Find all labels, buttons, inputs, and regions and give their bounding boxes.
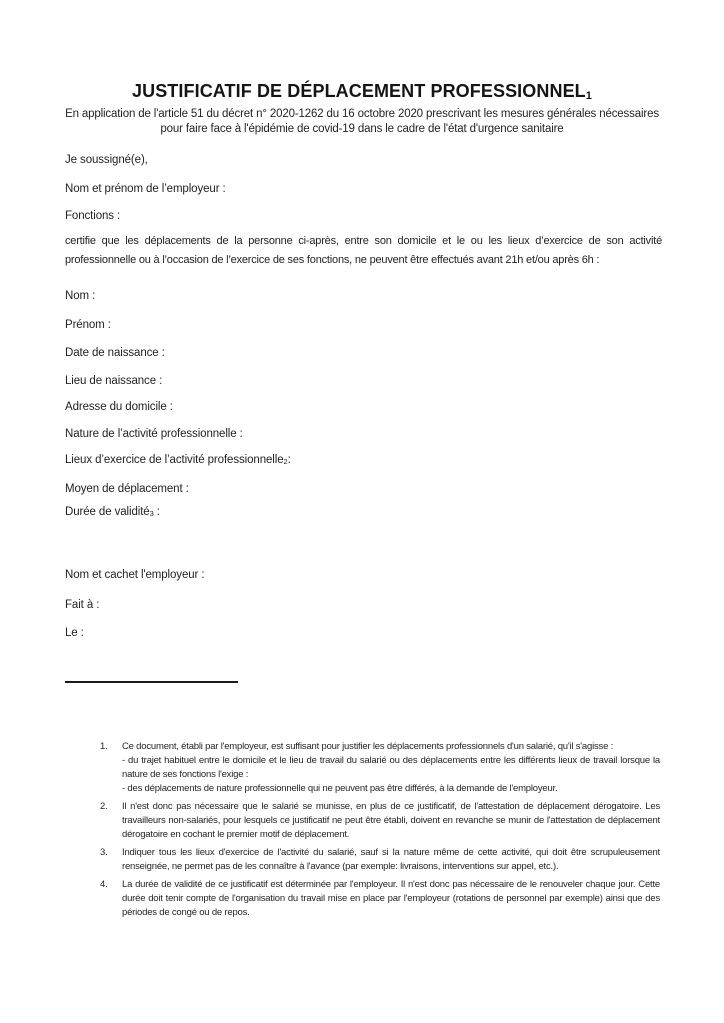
label-date: Le : bbox=[65, 627, 84, 639]
activity-places-footnote-ref: 2 bbox=[283, 457, 288, 466]
label-activity-places-text: Lieux d’exercice de l’activité professionnelle bbox=[65, 454, 284, 466]
label-validity-colon: : bbox=[153, 506, 160, 518]
label-functions: Fonctions : bbox=[65, 210, 121, 222]
footnote-4-number: 4. bbox=[100, 879, 108, 890]
document-title bbox=[0, 81, 724, 102]
footnote-1-line-3: - des déplacements de nature professionnelle qui ne peuvent pas être différés, à la demande de l'employeur. bbox=[122, 783, 558, 794]
footnote-3-number: 3. bbox=[100, 847, 108, 858]
label-first-name: Prénom : bbox=[65, 319, 111, 331]
footnote-3 bbox=[100, 846, 660, 874]
label-employer-stamp: Nom et cachet l'employeur : bbox=[65, 569, 205, 581]
label-last-name: Nom : bbox=[65, 290, 96, 302]
footnote-4-text: La durée de validité de ce justificatif est déterminée par l'employeur. Il n'est donc pas nécessaire de le renouveler chaque jour. Cette durée doit tenir compte de l'organisation du travail mise en place par l'employeur (rotations de personnel par exemple) ainsi que des périodes de congé ou de repos. bbox=[122, 879, 660, 918]
label-made-at: Fait à : bbox=[65, 599, 100, 611]
footnote-1-number: 1. bbox=[100, 741, 108, 752]
footnote-1-text bbox=[122, 740, 660, 796]
title-footnote-ref: 1 bbox=[585, 90, 592, 102]
footnote-2-number: 2. bbox=[100, 801, 108, 812]
validity-footnote-ref: 3 bbox=[149, 509, 154, 518]
footnote-2-text: Il n'est donc pas nécessaire que le salarié se munisse, en plus de ce justificatif, de l'attestation de déplacement dérogatoire. Les travailleurs non-salariés, pour lesquels ce justificatif ne peut être établi, doivent en revanche se munir de l'attestation de déplacement dérogatoire en cochant le premier motif de déplacement. bbox=[122, 801, 660, 840]
label-employer-name: Nom et prénom de l’employeur : bbox=[65, 183, 226, 195]
footnote-3-text: Indiquer tous les lieux d'exercice de l'activité du salarié, sauf si la nature même de cette activité, qui doit être scrupuleusement renseignée, ne permet pas de les connaître à l'avance (par exemple: livraisons, interventions sur appel, etc.). bbox=[122, 847, 660, 872]
label-transport-means: Moyen de déplacement : bbox=[65, 483, 189, 495]
footnote-1-line-2: - du trajet habituel entre le domicile et le lieu de travail du salarié ou des déplacements entre les différents lieux de travail lorsque la nature de ses fonctions l'exige : bbox=[122, 755, 660, 780]
document-title-text: JUSTIFICATIF DE DÉPLACEMENT PROFESSIONNEL bbox=[131, 81, 586, 101]
footnote-1-line-1: Ce document, établi par l'employeur, est suffisant pour justifier les déplacements professionnels d'un salarié, qu'il s'agisse : bbox=[122, 741, 614, 752]
label-activity-places bbox=[65, 453, 291, 468]
label-activity-places-colon: : bbox=[287, 454, 291, 466]
label-validity-text: Durée de validité bbox=[65, 506, 150, 518]
footnotes-section bbox=[100, 740, 660, 924]
intro-line: Je soussigné(e), bbox=[65, 154, 148, 166]
footnote-separator-line bbox=[65, 681, 238, 683]
document-subtitle: En application de l'article 51 du décret n° 2020-1262 du 16 octobre 2020 prescrivant les mesures générales nécessaires pour faire face à l'épidémie de covid-19 dans le cadre de l'état d'urgence sanitaire bbox=[65, 108, 659, 135]
footnote-2 bbox=[100, 800, 660, 842]
footnote-4 bbox=[100, 878, 660, 920]
label-validity-duration bbox=[65, 505, 160, 520]
footnote-1 bbox=[100, 740, 660, 796]
label-birth-date: Date de naissance : bbox=[65, 347, 165, 359]
label-home-address: Adresse du domicile : bbox=[65, 401, 173, 413]
label-birth-place: Lieu de naissance : bbox=[65, 375, 163, 387]
label-activity-nature: Nature de l’activité professionnelle : bbox=[65, 428, 243, 440]
certification-paragraph: certifie que les déplacements de la personne ci-après, entre son domicile et le ou les lieux d’exercice de son activité professionnelle ou à l’occasion de l’exercice de ses fonctions, ne peuvent être effectués avant 21h et/ou après 6h : bbox=[65, 235, 662, 266]
